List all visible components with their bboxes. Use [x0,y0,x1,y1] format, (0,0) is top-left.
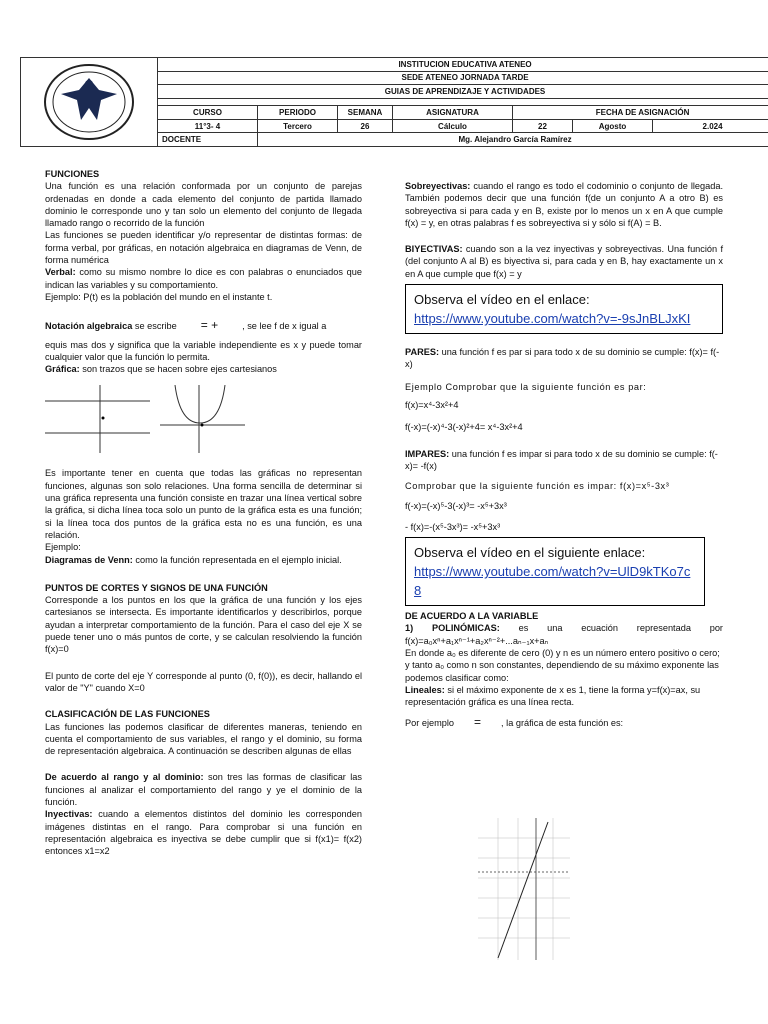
fecha-anio: 2.024 [653,119,768,133]
linear-graph [478,818,570,960]
guide-title: GUIAS DE APRENDIZAJE Y ACTIVIDADES [158,85,768,99]
cortes-p2: El punto de corte del eje Y corresponde al punto (0, f(0)), es decir, hallando el valor de "Y" cuando X=0 [45,670,362,693]
video1-text: Observa el vídeo en el enlace: [414,292,590,308]
notacion-paragraph: Notación algebraica se escribe = + , se lee f de x igual a [45,318,327,333]
video2-text: Observa el vídeo en el siguiente enlace: [414,545,646,561]
ejemplo-poblacion: Ejemplo: P(t) es la población del mundo en el instante t. [45,291,273,302]
video-box-1 [405,284,723,334]
semana-label: SEMANA [338,106,393,120]
curso-label: CURSO [158,106,258,120]
polinomicas-paragraph: 1) POLINÓMICAS: es una ecuación representada por f(x)=a₀xⁿ+a₁xⁿ⁻¹+a₂xⁿ⁻²+...aₙ₋₁x+aₙ [405,623,723,646]
impares-paragraph: IMPARES: una función f es impar si para todo x de su dominio se cumple: f(-x)= -f(x) [405,448,718,471]
verbal-paragraph: Verbal: como su mismo nombre lo dice es con palabras o enunciados que indican las variables y su comportamiento. [45,267,362,290]
fecha-label: FECHA DE ASIGNACIÓN [513,106,768,120]
graficas-paragraph: Es importante tener en cuenta que todas las gráficas no representan funciones, algunas son solo relaciones. Una forma sencilla de determinar si una gráfica representa una función consiste en trazar una línea vertical sobre la gráfica, si dicha línea toca solo un punto de la gráfica esta es una función; si la línea toca dos puntos de la gráfica esta no es una función, es una relación. [45,468,362,540]
pares-paragraph: PARES: una función f es par si para todo x de su dominio se cumple: f(x)= f(-x) [405,347,720,370]
asignatura-value: Cálculo [393,119,513,133]
periodo-label: PERIODO [258,106,338,120]
docente-value: Mg. Alejandro García Ramírez [258,133,768,147]
impares-f1: f(-x)=(-x)⁵-3(-x)³= -x⁵+3x³ [405,501,507,512]
graph-examples [45,385,362,453]
lineales-paragraph: Lineales: si el máximo exponente de x es 1, tiene la forma y=f(x)=ax, su representación gráfica es una línea recta. [405,684,701,708]
periodo-value: Tercero [258,119,338,133]
clasif-paragraph: Las funciones las podemos clasificar de diferentes maneras, teniendo en cuenta el comportamiento de sus variables, el rango y el dominio, su forma de representación algebraica. A continuación se describen algunas de ellas [45,721,362,757]
ejemplo-lineal: Por ejemplo = , la gráfica de esta función es: [405,715,624,730]
sobreyectivas-paragraph: Sobreyectivas: cuando el rango es todo el codominio o conjunto de llegada. También podemos decir que una función f(de un conjunto A a otro B) es sobreyectiva si para cada y en B, existe por lo menos un x en A que cumple f(x) = y, en otras palabras f es sobreyectiva si y sólo si f(A) = B. [405,181,723,228]
grafica-paragraph: Gráfica: son trazos que se hacen sobre ejes cartesianos [45,364,277,375]
pares-ejemplo: Ejemplo Comprobar que la siguiente función es par: [405,381,647,392]
semana-value: 26 [338,119,393,133]
biyectivas-paragraph: BIYECTIVAS: cuando son a la vez inyectivas y sobreyectivas. Una función f (del conjunto A al B) es biyectiva si, para cada y en B, hay exactamente un x en A que cumple que f(x) = y [405,244,723,279]
cortes-p1: Corresponde a los puntos en los que la gráfica de una función y los ejes cartesianos se intersecta. Es importante identificarlos y describirlos, porque ayudan a interpretar comportamiento de la función. Para el caso del eje X se puede tener uno o más puntos de corte, y se calculan resolviendo la función f(x)=0 [45,595,362,655]
polinomicas-p2: En donde a₀ es diferente de cero (0) y n es un número entero positivo o cero; y tanto a₀ como n son constantes, dependiendo de su máximo exponente las podemos clasificar como: [405,647,720,683]
impares-f2: - f(x)=-(x⁵-3x³)= -x⁵+3x³ [405,521,501,532]
funciones-p2: Las funciones se pueden identificar y/o representar de distintas formas: de forma verbal, por gráficas, en notación algebraica en diagramas de Venn, de forma numérica [45,230,362,266]
sede-name: SEDE ATENEO JORNADA TARDE [158,71,768,85]
pares-f2: f(-x)=(-x)⁴-3(-x)²+4= x⁴-3x²+4 [405,422,523,433]
video1-link[interactable]: https://www.youtube.com/watch?v=-9sJnBLJxKI [414,311,691,327]
fecha-mes: Agosto [573,119,653,133]
funciones-p1: Una función es una relación conformada por un conjunto de parejas ordenadas en donde a cada elemento del conjunto de partida llamado dominio le corresponde uno y tan solo un elemento del conjunto de llegada llamado rango o recorrido de la función [45,181,362,229]
impares-ejemplo: Comprobar que la siguiente función es impar: f(x)=x⁵-3x³ [405,481,670,492]
docente-label: DOCENTE [158,133,258,147]
venn-paragraph: Diagramas de Venn: como la función representada en el ejemplo inicial. [45,554,342,565]
curso-value: 11°3- 4 [158,119,258,133]
fecha-dia: 22 [513,119,573,133]
asignatura-label: ASIGNATURA [393,106,513,120]
header-table [20,57,768,147]
variable-title: DE ACUERDO A LA VARIABLE [405,611,539,622]
right-column [405,180,723,730]
notacion-p2: equis mas dos y significa que la variable independiente es x y puede tomar cualquier valor que la función lo permita. [45,339,362,362]
cortes-title: PUNTOS DE CORTES Y SIGNOS DE UNA FUNCIÓN [45,582,268,593]
video-box-2 [405,537,705,606]
inyectivas-paragraph: Inyectivas: cuando a elementos distintos del dominio les corresponden imágenes distintas en el rango. Para comprobar si una función en representación algebraica es inyectiva se debe cumplir que si f(x1)= f(x2) entonces x1=x2 [45,809,362,857]
pares-f1: f(x)=x⁴-3x²+4 [405,399,459,410]
video2-link[interactable]: https://www.youtube.com/watch?v=UlD9kTKo7c8 [414,564,691,599]
funciones-title: FUNCIONES [45,169,100,179]
ejemplo-label: Ejemplo: [45,542,81,553]
clasif-title: CLASIFICACIÓN DE LAS FUNCIONES [45,709,210,720]
left-column [45,168,362,857]
rango-paragraph: De acuerdo al rango y al dominio: son tres las formas de clasificar las funciones al analizar el comportamiento del rango y ye el dominio de la función. [45,772,362,807]
school-logo [21,58,158,147]
institution-name: INSTITUCION EDUCATIVA ATENEO [158,58,768,72]
